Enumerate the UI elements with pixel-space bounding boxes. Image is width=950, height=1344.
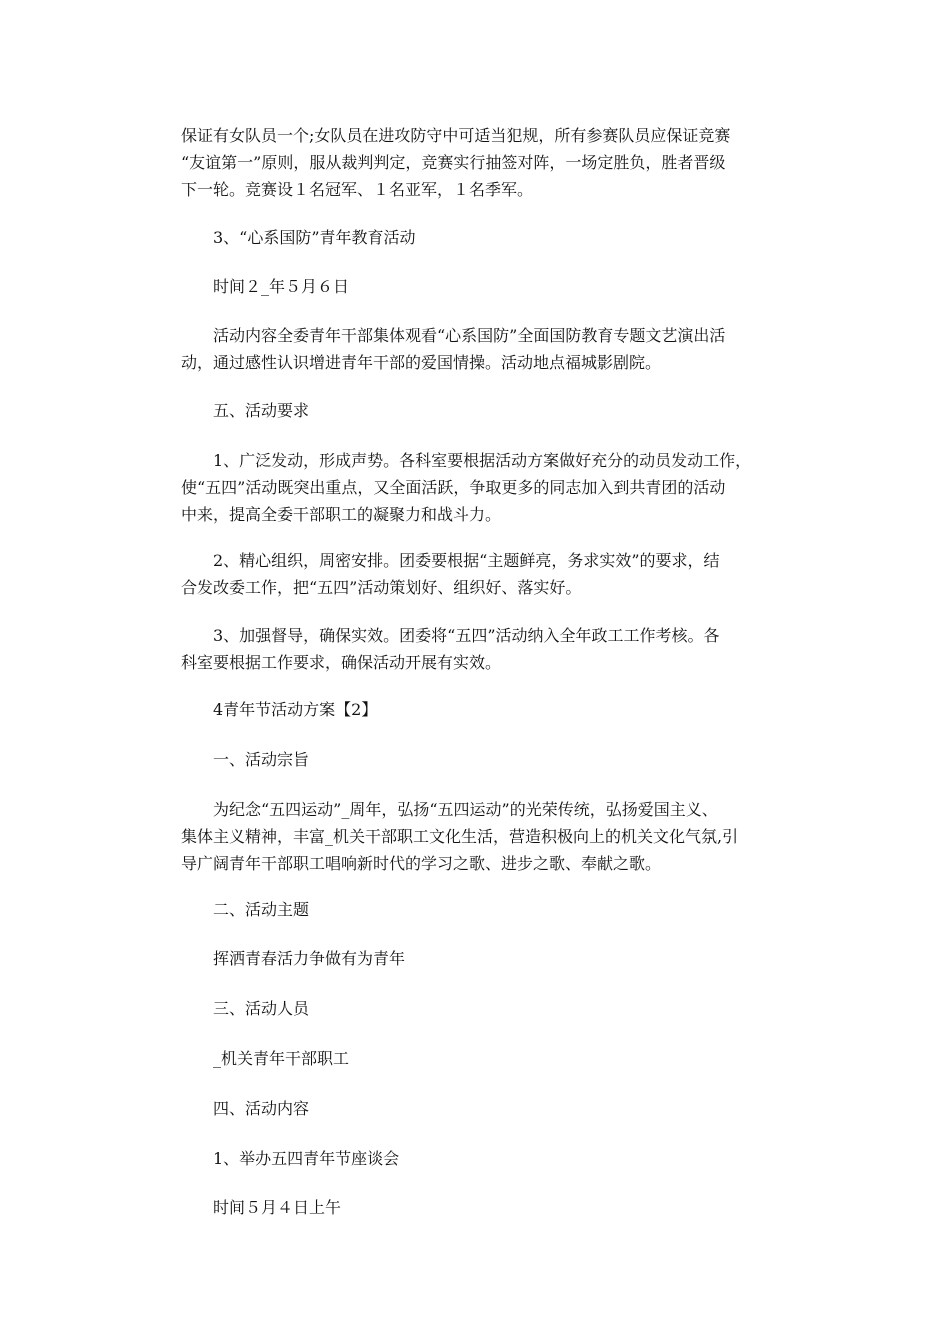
heading-participants (181, 995, 781, 1022)
paragraph-rules (181, 122, 781, 203)
text-line: 科室要根据工作要求，确保活动开展有实效。 (181, 653, 502, 672)
heading-theme (181, 896, 781, 923)
text-line: 1、举办五四青年节座谈会 (181, 1149, 400, 1168)
text-line: 三、活动人员 (181, 999, 310, 1018)
text-line: 五、活动要求 (181, 401, 310, 420)
paragraph-requirement-2 (181, 547, 781, 601)
text-line: 3、加强督导，确保实效。团委将“五四”活动纳入全年政工工作考核。各 (181, 626, 720, 645)
text-line: 4青年节活动方案【2】 (181, 700, 378, 719)
paragraph-requirement-1 (181, 447, 781, 528)
heading-purpose (181, 746, 781, 773)
paragraph-time (181, 273, 781, 300)
paragraph-participants (181, 1045, 781, 1072)
text-line: 3、“心系国防”青年教育活动 (181, 228, 416, 247)
paragraph-purpose (181, 796, 781, 877)
heading-requirements (181, 397, 781, 424)
text-line: 导广阔青年干部职工唱响新时代的学习之歌、进步之歌、奉献之歌。 (181, 854, 662, 873)
text-line: “友谊第一”原则，服从裁判判定，竞赛实行抽签对阵，一场定胜负，胜者晋级 (181, 153, 726, 172)
section-title-plan-2 (181, 696, 781, 723)
heading-activity-3 (181, 224, 781, 251)
text-line: 活动内容全委青年干部集体观看“心系国防”全面国防教育专题文艺演出活 (181, 326, 726, 345)
paragraph-requirement-3 (181, 622, 781, 676)
text-line: 集体主义精神，丰富_机关干部职工文化生活，营造积极向上的机关文化气氛,引 (181, 827, 739, 846)
text-line: 二、活动主题 (181, 900, 310, 919)
paragraph-forum-time (181, 1194, 781, 1221)
text-line: 时间２_年５月６日 (181, 277, 350, 296)
text-line: 保证有女队员一个;女队员在进攻防守中可适当犯规，所有参赛队员应保证竞赛 (181, 126, 731, 145)
text-line: 挥洒青春活力争做有为青年 (181, 949, 406, 968)
paragraph-content (181, 322, 781, 376)
text-line: 使“五四”活动既突出重点，又全面活跃，争取更多的同志加入到共青团的活动 (181, 478, 726, 497)
paragraph-theme (181, 945, 781, 972)
heading-forum (181, 1145, 781, 1172)
text-line: 合发改委工作，把“五四”活动策划好、组织好、落实好。 (181, 578, 582, 597)
text-line: 为纪念“五四运动”_周年，弘扬“五四运动”的光荣传统，弘扬爱国主义、 (181, 800, 718, 819)
text-line: 1、广泛发动，形成声势。各科室要根据活动方案做好充分的动员发动工作， (181, 451, 752, 470)
text-line: 一、活动宗旨 (181, 750, 310, 769)
text-line: 下一轮。竞赛设１名冠军、１名亚军，１名季军。 (181, 180, 534, 199)
text-line: _机关青年干部职工 (181, 1049, 350, 1068)
text-line: 时间５月４日上午 (181, 1198, 342, 1217)
text-line: 动，通过感性认识增进青年干部的爱国情操。活动地点福城影剧院。 (181, 353, 662, 372)
heading-content (181, 1095, 781, 1122)
text-line: 中来，提高全委干部职工的凝聚力和战斗力。 (181, 505, 502, 524)
text-line: 2、精心组织，周密安排。团委要根据“主题鲜亮，务求实效”的要求，结 (181, 551, 720, 570)
text-line: 四、活动内容 (181, 1099, 310, 1118)
